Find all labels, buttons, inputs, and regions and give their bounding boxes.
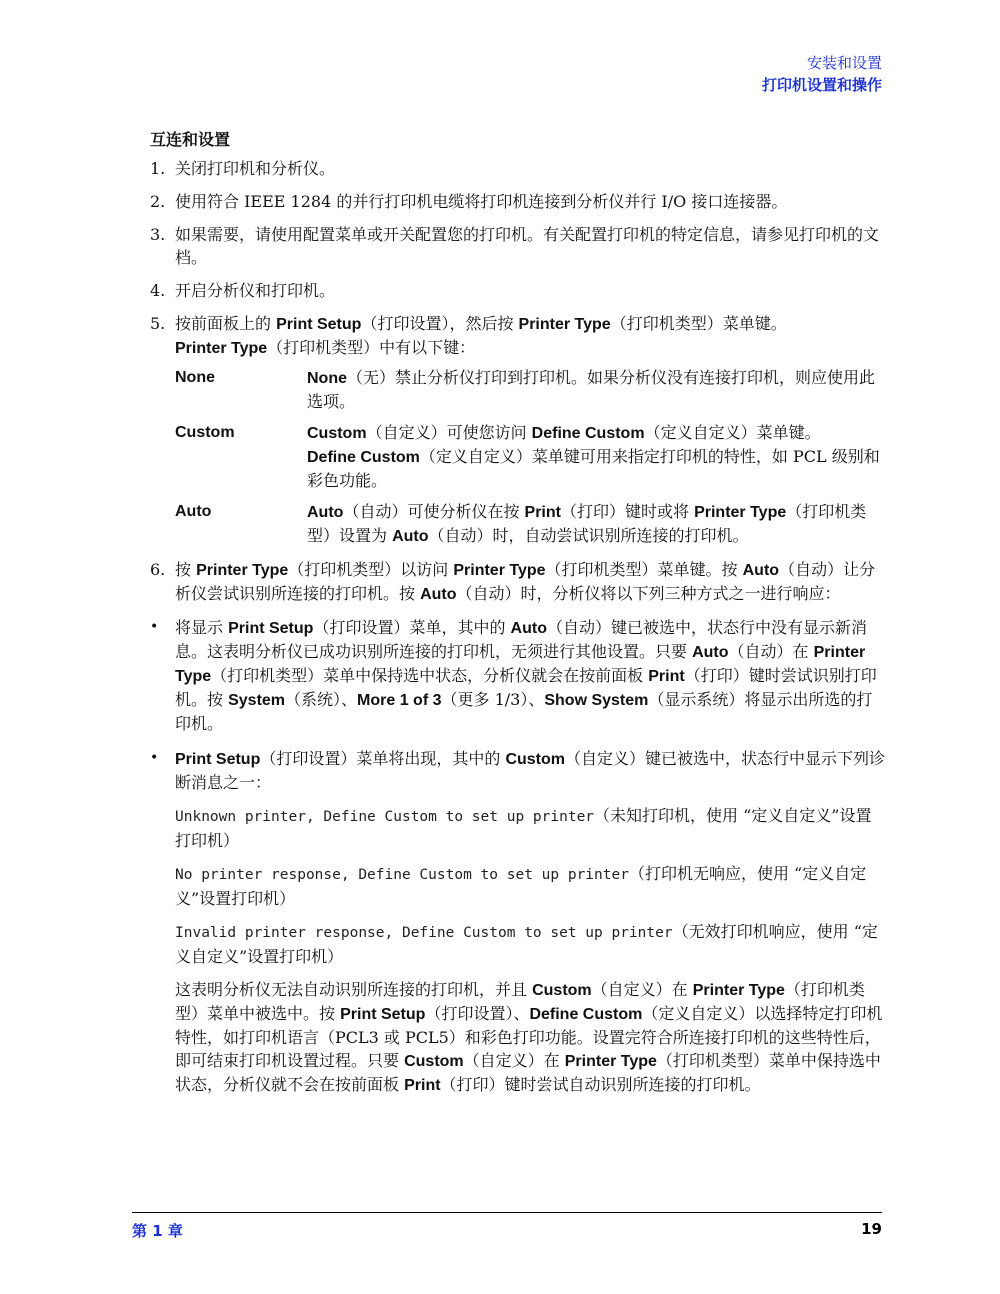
softkey-label: Print bbox=[404, 1077, 441, 1094]
message-code: Unknown printer, Define Custom to set up printer bbox=[175, 809, 595, 825]
message-translation: （打印机无响应，使用 “定义自定义”设置打印机） bbox=[175, 864, 867, 908]
softkey-label: Define Custom bbox=[529, 1006, 643, 1023]
step-4 bbox=[150, 279, 885, 302]
header-section-title: 打印机设置和操作 bbox=[761, 76, 882, 94]
text-run: （打印机类型）菜单键。按 bbox=[545, 560, 743, 579]
text-run: （定义自定义）菜单键可用来指定打印机的特性，如 PCL 级别和彩色功能。 bbox=[307, 447, 880, 490]
text-run: （打印）键时尝试识别打印机。按 bbox=[175, 666, 877, 709]
softkey-label: Print Setup bbox=[340, 1006, 426, 1023]
page-number: 19 bbox=[861, 1220, 882, 1238]
definition-desc bbox=[307, 421, 885, 492]
softkey-label: Print Setup bbox=[276, 316, 362, 333]
softkey-label: Printer Type bbox=[175, 644, 866, 685]
text-run: （打印机类型）菜单中被选中。按 bbox=[175, 980, 865, 1023]
text-run: 这表明分析仪无法自动识别所连接的打印机，并且 bbox=[175, 980, 533, 999]
bullet-icon: • bbox=[150, 750, 159, 766]
step-number: 1. bbox=[150, 159, 166, 178]
footer-chapter: 第 1 章 bbox=[132, 1222, 183, 1240]
softkey-label: Custom bbox=[505, 751, 565, 768]
step-number: 6. bbox=[150, 560, 166, 579]
message-translation: （未知打印机，使用 “定义自定义”设置打印机） bbox=[175, 806, 872, 850]
softkey-label: Print bbox=[524, 504, 561, 521]
definition-term: Auto bbox=[175, 503, 212, 520]
text-run: （打印）键时或将 bbox=[560, 502, 695, 521]
text-run: （打印设置），然后按 bbox=[361, 314, 519, 333]
definition-list bbox=[175, 366, 885, 548]
bullet-item bbox=[150, 616, 885, 735]
text-run: （打印机类型）菜单中保持选中状态，分析仪就不会在按前面板 bbox=[175, 1051, 881, 1094]
text-run: （更多 1/3）、 bbox=[441, 690, 545, 709]
text-run: （自动）时，自动尝试识别所连接的打印机。 bbox=[428, 526, 749, 545]
softkey-label: Printer Type bbox=[692, 982, 785, 999]
section-title: 互连和设置 bbox=[150, 130, 231, 149]
step-6 bbox=[150, 558, 885, 606]
step-1 bbox=[150, 157, 885, 180]
text-run: （自动）在 bbox=[728, 642, 814, 661]
definition-desc bbox=[307, 366, 885, 413]
softkey-label: Printer Type bbox=[175, 340, 268, 357]
message-translation: （无效打印机响应，使用 “定义自定义”设置打印机） bbox=[175, 922, 878, 966]
text-run: （显示系统）将显示出所选的打印机。 bbox=[175, 690, 873, 733]
text-run: （定义自定义）菜单键。 bbox=[644, 423, 821, 442]
definition-term: None bbox=[175, 369, 215, 386]
softkey-label: Custom bbox=[404, 1053, 464, 1070]
softkey-label: Printer Type bbox=[694, 504, 787, 521]
softkey-label: Print bbox=[648, 668, 685, 685]
softkey-label: Auto bbox=[742, 562, 780, 579]
text-run: （打印设置）、 bbox=[425, 1004, 530, 1023]
footer-divider bbox=[132, 1212, 882, 1213]
text-run: （打印机类型）设置为 bbox=[307, 502, 867, 545]
bullet-text bbox=[175, 747, 885, 794]
diagnostic-message bbox=[175, 862, 885, 910]
text-run: （自定义）在 bbox=[591, 980, 693, 999]
softkey-label: Show System bbox=[544, 692, 649, 709]
text-run: （自定义）键已被选中，状态行中显示下列诊断消息之一： bbox=[175, 749, 886, 792]
bullet-list bbox=[150, 616, 885, 794]
softkey-label: Custom bbox=[307, 425, 367, 442]
closing-paragraph bbox=[175, 978, 885, 1097]
definition-desc bbox=[307, 500, 885, 548]
text-run: （自动）时，分析仪将以下列三种方式之一进行响应： bbox=[456, 584, 841, 603]
softkey-label: Auto bbox=[510, 620, 547, 637]
softkey-label: Custom bbox=[532, 982, 592, 999]
text-run: （定义自定义）以选择特定打印机特性，如打印机语言（PCL3 或 PCL5）和彩色打印功能。设置完符合所连接打印机的这些特性后，即可结束打印机设置过程。只要 bbox=[175, 1004, 883, 1070]
softkey-label: Define Custom bbox=[307, 449, 420, 466]
text-run: （打印机类型）中有以下键： bbox=[267, 338, 476, 357]
text-run: 按前面板上的 bbox=[175, 314, 277, 333]
definition-term: Custom bbox=[175, 424, 235, 441]
softkey-label: System bbox=[228, 692, 286, 709]
text-run: （无）禁止分析仪打印到打印机。如果分析仪没有连接打印机，则应使用此选项。 bbox=[307, 368, 876, 411]
step-number: 2. bbox=[150, 192, 166, 211]
step-text: 关闭打印机和分析仪。 bbox=[175, 159, 336, 178]
softkey-label: Print Setup bbox=[228, 620, 314, 637]
step-text bbox=[175, 312, 885, 360]
text-run: （打印）键时尝试自动识别所连接的打印机。 bbox=[440, 1075, 761, 1094]
running-header bbox=[762, 52, 882, 96]
bullet-text bbox=[175, 616, 885, 735]
header-chapter-title: 安装和设置 bbox=[806, 54, 882, 72]
diagnostic-message bbox=[175, 920, 885, 968]
softkey-label: Printer Type bbox=[518, 316, 611, 333]
text-run: （自动）键已被选中，状态行中没有显示新消息。这表明分析仪已成功识别所连接的打印机，无须进行其他设置。只要 bbox=[175, 618, 867, 661]
text-run: （自动）让分析仪尝试识别所连接的打印机。按 bbox=[175, 560, 876, 603]
text-run: 将显示 bbox=[175, 618, 229, 637]
text-run: 按 bbox=[175, 560, 197, 579]
step-2 bbox=[150, 190, 885, 213]
step-number: 4. bbox=[150, 281, 166, 300]
step-5 bbox=[150, 312, 885, 360]
text-run: （打印设置）菜单将出现，其中的 bbox=[260, 749, 506, 768]
text-run: （自定义）可使您访问 bbox=[366, 423, 532, 442]
softkey-label: Print Setup bbox=[175, 751, 261, 768]
step-text: 使用符合 IEEE 1284 的并行打印机电缆将打印机连接到分析仪并行 I/O 接口连接器。 bbox=[175, 192, 788, 211]
text-run: （打印机类型）以访问 bbox=[288, 560, 454, 579]
text-run: （打印机类型）菜单键。 bbox=[610, 314, 787, 333]
text-run: （自定义）在 bbox=[463, 1051, 565, 1070]
softkey-label: Auto bbox=[392, 528, 429, 545]
step-number: 5. bbox=[150, 314, 166, 333]
text-run: （自动）可使分析仪在按 bbox=[343, 502, 525, 521]
diagnostic-message bbox=[175, 804, 885, 852]
definition-auto bbox=[175, 500, 885, 548]
message-code: No printer response, Define Custom to set up printer bbox=[175, 867, 629, 883]
softkey-label: Printer Type bbox=[564, 1053, 657, 1070]
softkey-label: Auto bbox=[692, 644, 729, 661]
text-run: （打印设置）菜单，其中的 bbox=[313, 618, 511, 637]
softkey-label: Auto bbox=[307, 504, 344, 521]
softkey-label: More 1 of 3 bbox=[357, 692, 442, 709]
step-text bbox=[175, 558, 885, 606]
text-run: （打印机类型）菜单中保持选中状态，分析仪就会在按前面板 bbox=[211, 666, 649, 685]
bullet-icon: • bbox=[150, 619, 159, 635]
softkey-label: None bbox=[307, 370, 347, 387]
message-code: Invalid printer response, Define Custom to set up printer bbox=[175, 925, 673, 941]
step-number: 3. bbox=[150, 225, 166, 244]
step-text: 开启分析仪和打印机。 bbox=[175, 281, 336, 300]
definition-custom bbox=[175, 421, 885, 492]
page-content bbox=[150, 128, 885, 1097]
bullet-item bbox=[150, 747, 885, 794]
softkey-label: Auto bbox=[420, 586, 457, 603]
softkey-label: Printer Type bbox=[453, 562, 546, 579]
step-text: 如果需要，请使用配置菜单或开关配置您的打印机。有关配置打印机的特定信息，请参见打印机的文档。 bbox=[175, 225, 880, 267]
text-run: （系统）、 bbox=[285, 690, 358, 709]
definition-none bbox=[175, 366, 885, 413]
softkey-label: Printer Type bbox=[196, 562, 289, 579]
step-3 bbox=[150, 223, 885, 269]
softkey-label: Define Custom bbox=[531, 425, 645, 442]
